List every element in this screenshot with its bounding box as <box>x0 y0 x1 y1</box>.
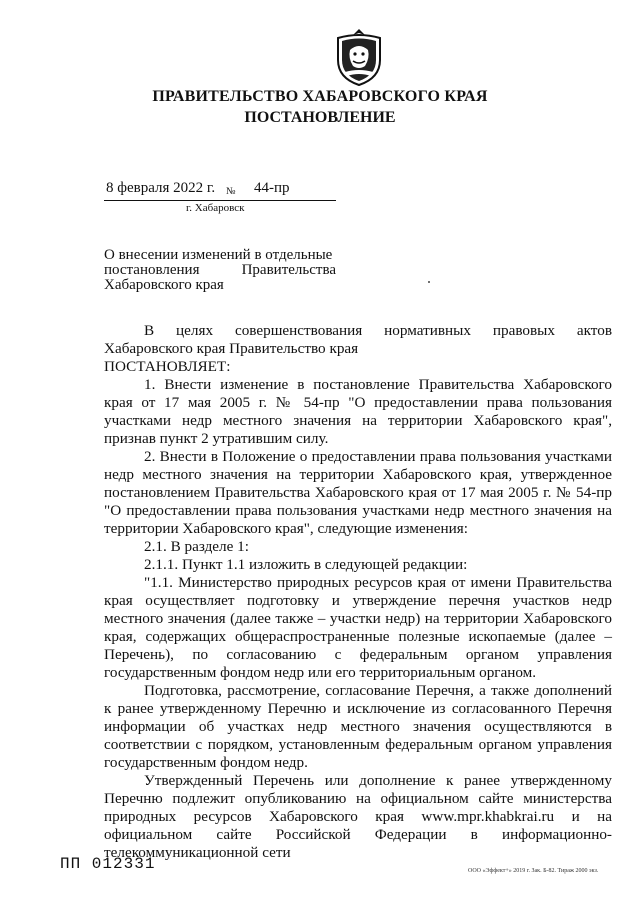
subject-line <box>104 263 336 278</box>
body-paragraph: "1.1. Министерство природных ресурсов края от имени Правительства края осуществляет подготовку и утверждение перечня участков недр местного значения (далее также – участки недр) на территории Хабаровского края, содержащих общераспространенные полезные ископаемые (далее – Перечень), по согласованию с федеральным органом управления государственным фондом недр или его территориальным органом. <box>104 574 612 681</box>
body-paragraph: Утвержденный Перечень или дополнение к ранее утвержденному Перечню подлежит опубликованию на официальном сайте министерства природных ресурсов Хабаровского края www.mpr.khabkrai.ru и на официальном сайте Российской Федерации в информационно-телекоммуникационной сети <box>104 772 612 861</box>
body-paragraph: 2.1. В разделе 1: <box>144 538 249 555</box>
body-paragraph: 2.1.1. Пункт 1.1 изложить в следующей редакции: <box>144 556 468 573</box>
date-number-line <box>104 180 336 201</box>
body-paragraph: В целях совершенствования нормативных правовых актов Хабаровского края Правительство края <box>104 322 612 357</box>
coat-of-arms-icon <box>333 28 385 86</box>
document-date: 8 февраля 2022 г. <box>106 180 216 196</box>
document-body <box>104 322 612 862</box>
subject-line: О внесении изменений в отдельные <box>104 247 333 263</box>
document-number: 44-пр <box>254 180 290 196</box>
document-subject <box>104 248 336 293</box>
scan-speck <box>428 281 430 283</box>
number-sign: № <box>226 186 236 197</box>
body-paragraph: 1. Внести изменение в постановление Правительства Хабаровского края от 17 мая 2005 г. № 54-пр "О предоставлении права пользования участками недр местного значения на территории Хабаровского края", признав пункт 2 утратившим силу. <box>104 376 612 447</box>
document-type: ПОСТАНОВЛЕНИЕ <box>244 109 396 126</box>
subject-line: Хабаровского края <box>104 277 224 293</box>
document-city: г. Хабаровск <box>186 202 245 214</box>
subject-word: постановления <box>104 262 200 278</box>
government-title: ПРАВИТЕЛЬСТВО ХАБАРОВСКОГО КРАЯ <box>152 88 488 105</box>
body-paragraph: Подготовка, рассмотрение, согласование Перечня, а также дополнений к ранее утвержденному Перечню и исключение из согласованного Перечня информации об участках недр местного значения осуществляются в соответствии с порядком, установленным федеральным органом управления государственным фондом недр. <box>104 682 612 771</box>
blank-serial-number: ПП 012331 <box>60 855 156 873</box>
subject-word: Правительства <box>241 262 336 278</box>
resolves-heading: ПОСТАНОВЛЯЕТ: <box>104 358 231 375</box>
body-paragraph: 2. Внести в Положение о предоставлении права пользования участками недр местного значения на территории Хабаровского края, утвержденное постановлением Правительства Хабаровского края от 17 мая 2005 г. № 54-пр "О предоставлении права пользования участками недр местного значения на территории Хабаровского края", следующие изменения: <box>104 448 612 537</box>
printer-imprint: ООО «Эффект+» 2019 г. Зак. Б-82. Тираж 2000 экз. <box>468 868 599 874</box>
